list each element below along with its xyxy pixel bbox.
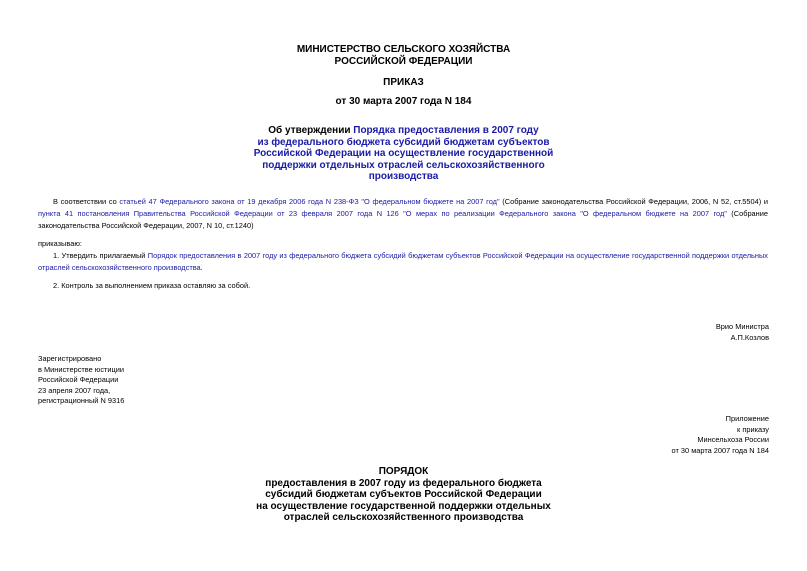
preamble-link-item-41[interactable]: пункта 41 постановления Правительства Российской Федерации от 23 февраля 2007 года N 126 "О мерах по реализации Федерального закона "О федеральном бюджете на 2007 год" bbox=[38, 208, 727, 218]
registration-line-3: Российской Федерации bbox=[38, 375, 119, 384]
registration-line-4: 23 апреля 2007 года, bbox=[38, 385, 111, 395]
preamble-text-1: В соответствии со bbox=[53, 197, 120, 206]
doc-title bbox=[0, 125, 807, 183]
ministry-line-1: МИНИСТЕРСТВО СЕЛЬСКОГО ХОЗЯЙСТВА bbox=[296, 44, 511, 55]
item-1-end: . bbox=[200, 262, 203, 272]
title-link-line-5[interactable]: производства bbox=[368, 171, 439, 182]
doc-date-number: от 30 марта 2007 года N 184 bbox=[335, 96, 472, 107]
signature-block bbox=[716, 322, 769, 343]
appendix-line-1: Приложение bbox=[725, 414, 769, 423]
title-link-line-3[interactable]: Российской Федерации на осуществление государственной bbox=[253, 148, 554, 159]
signature-position: Врио Министра bbox=[715, 322, 769, 331]
preamble-text-3: (Собрание законодательства Российской Федерации, 2007, N 10, ст.1240) bbox=[38, 208, 768, 230]
title-link-line-4[interactable]: поддержки отдельных отраслей сельскохозяйственного bbox=[262, 159, 545, 171]
registration-block bbox=[38, 354, 124, 407]
procedure-heading bbox=[0, 466, 807, 524]
item-1-paragraph bbox=[38, 250, 768, 274]
registration-line-2: в Министерстве юстиции bbox=[38, 364, 125, 374]
title-link-line-1[interactable]: Порядка предоставления в 2007 году bbox=[353, 125, 539, 136]
doc-type: ПРИКАЗ bbox=[383, 77, 424, 88]
item-2-paragraph: 2. Контроль за выполнением приказа оставляю за собой. bbox=[53, 281, 251, 290]
appendix-block bbox=[672, 414, 769, 456]
appendix-line-3: Минсельхоза России bbox=[697, 435, 769, 444]
appendix-line-4: от 30 марта 2007 года N 184 bbox=[671, 445, 769, 455]
preamble-text-2: (Собрание законодательства Российской Федерации, 2006, N 52, ст.5504) и bbox=[499, 197, 768, 206]
registration-line-5: регистрационный N 9316 bbox=[38, 396, 125, 405]
order-word: приказываю: bbox=[38, 239, 82, 248]
title-link-line-2[interactable]: из федерального бюджета субсидий бюджетам субъектов bbox=[257, 136, 550, 148]
ministry-line-2: РОССИЙСКОЙ ФЕДЕРАЦИИ bbox=[334, 55, 473, 67]
ministry-name bbox=[0, 44, 807, 67]
procedure-line-4: отраслей сельскохозяйственного производства bbox=[283, 512, 524, 523]
appendix-line-2: к приказу bbox=[737, 424, 769, 434]
preamble-paragraph bbox=[38, 196, 768, 231]
procedure-line-3: на осуществление государственной поддержки отдельных bbox=[256, 500, 551, 512]
procedure-title: ПОРЯДОК bbox=[378, 466, 429, 477]
procedure-line-2: субсидий бюджетам субъектов Российской Федерации bbox=[265, 489, 542, 500]
procedure-line-1: предоставления в 2007 году из федерального бюджета bbox=[265, 477, 542, 489]
registration-line-1: Зарегистрировано bbox=[38, 354, 102, 363]
title-prefix: Об утверждении bbox=[268, 125, 354, 136]
item-1-procedure-link[interactable]: Порядок предоставления в 2007 году из федерального бюджета субсидий бюджетам субъектов Российской Федерации на осуществление государственной поддержки отдельных отраслей сельскохозяйственного производства bbox=[38, 251, 768, 272]
preamble-link-article-47[interactable]: статьей 47 Федерального закона от 19 декабря 2006 года N 238-ФЗ "О федеральном бюджете на 2007 год" bbox=[119, 197, 500, 206]
item-1-text: 1. Утвердить прилагаемый bbox=[53, 251, 148, 260]
signature-name: А.П.Козлов bbox=[730, 332, 769, 342]
